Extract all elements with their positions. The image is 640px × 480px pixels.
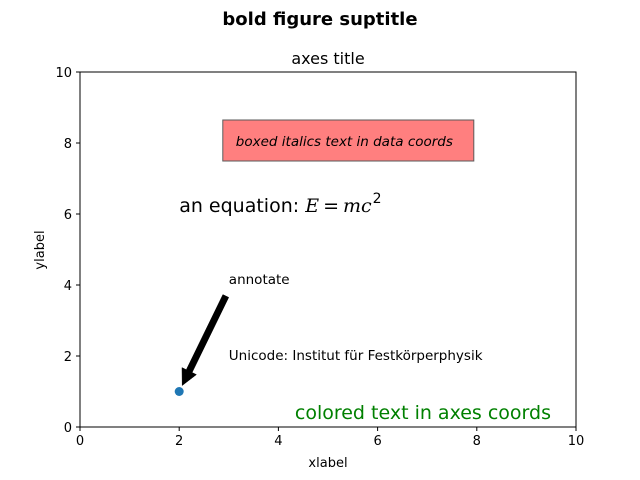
x-tick-label: 10 (567, 434, 585, 449)
data-point (175, 387, 184, 396)
boxed-italic-text: boxed italics text in data coords (235, 134, 453, 150)
x-tick-label: 0 (75, 434, 85, 449)
equation-rhs: mc (342, 195, 372, 217)
equation-lhs: E (305, 195, 320, 217)
colored-text: colored text in axes coords (294, 402, 551, 424)
y-tick-label: 4 (63, 279, 72, 294)
equation-text (179, 191, 381, 217)
y-tick-label: 10 (55, 66, 72, 81)
axes-title: axes title (291, 49, 365, 68)
x-tick-label: 4 (274, 434, 283, 449)
unicode-text: Unicode: Institut für Festkörperphysik (228, 348, 483, 364)
figure-suptitle: bold figure suptitle (222, 9, 418, 30)
y-tick-label: 0 (63, 421, 72, 436)
y-tick-label: 6 (63, 208, 72, 223)
x-tick-label: 6 (373, 434, 382, 449)
equation-prefix: an equation: (179, 195, 306, 217)
annotate-label: annotate (228, 272, 290, 288)
y-axis-ticks (55, 66, 80, 436)
y-tick-label: 2 (63, 350, 72, 365)
x-axis-ticks (76, 427, 584, 449)
equation-equals: = (323, 195, 339, 217)
x-tick-label: 2 (175, 434, 184, 449)
x-axis-label: xlabel (308, 456, 348, 471)
y-tick-label: 8 (63, 137, 72, 152)
x-tick-label: 8 (472, 434, 481, 449)
y-axis-label: ylabel (33, 230, 48, 270)
equation-exponent: 2 (372, 191, 382, 207)
